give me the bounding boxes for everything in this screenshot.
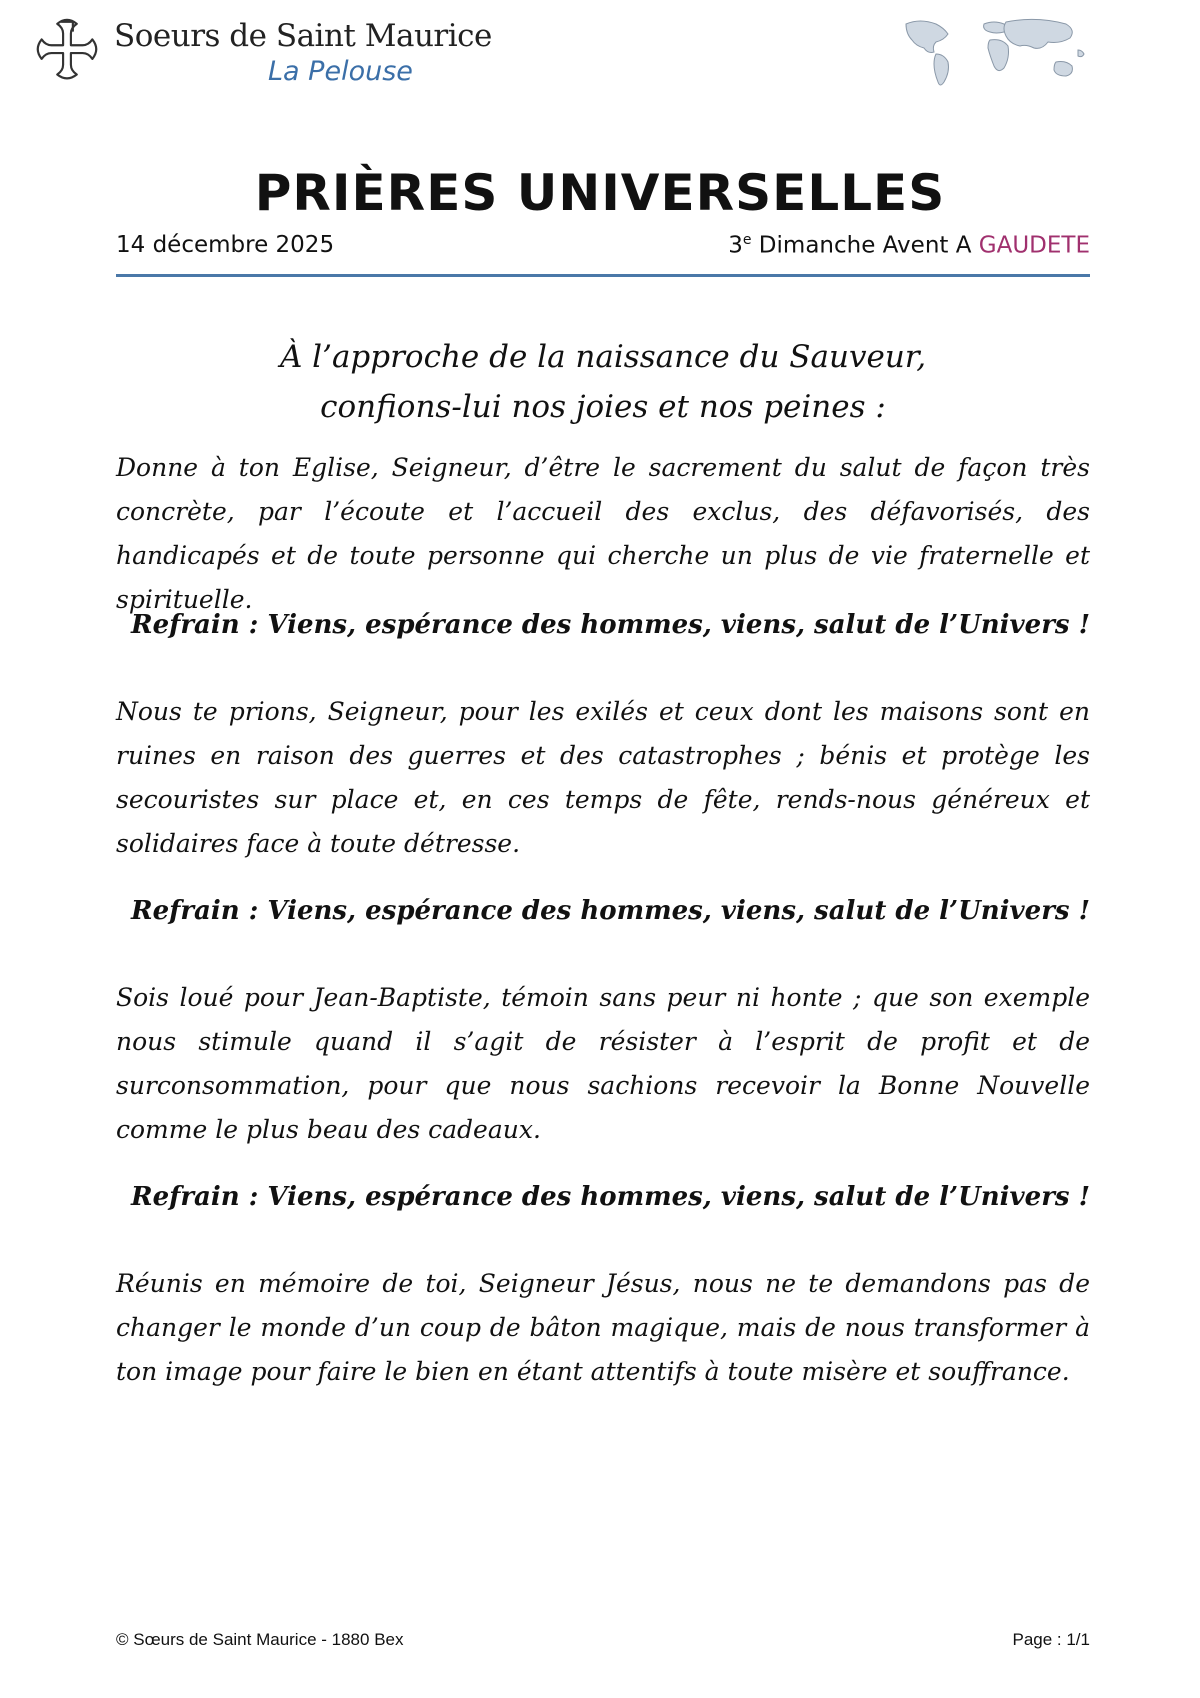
intro-line-2: confions-lui nos joies et nos peines : [320, 389, 886, 425]
liturgy-text: Dimanche Avent A [751, 232, 979, 259]
footer-page-number: Page : 1/1 [1012, 1630, 1090, 1649]
org-subtitle: La Pelouse [268, 56, 413, 87]
liturgy-ordinal: e [742, 232, 752, 248]
refrain-3: Refrain : Viens, espérance des hommes, viens, salut de l’Univers ! [131, 1182, 1090, 1212]
gaudete-label: GAUDETE [978, 232, 1090, 259]
header-divider [116, 274, 1090, 277]
page-title: PRIÈRES UNIVERSELLES [254, 164, 946, 222]
prayer-4: Réunis en mémoire de toi, Seigneur Jésus, nous ne te demandons pas de changer le monde d’un coup de bâton magique, mais de nous transformer à ton image pour faire le bien en étant attentifs à toute misère et souffrance. [116, 1269, 1090, 1386]
liturgy-label [728, 232, 1090, 259]
date-label: 14 décembre 2025 [116, 232, 335, 258]
refrain-2: Refrain : Viens, espérance des hommes, viens, salut de l’Univers ! [131, 896, 1090, 926]
world-map-icon [898, 14, 1094, 94]
prayer-3: Sois loué pour Jean-Baptiste, témoin sans peur ni honte ; que son exemple nous stimule quand il s’agit de résister à l’esprit de profit et de surconsommation, pour que nous sachions recevoir la Bonne Nouvelle comme le plus beau des cadeaux. [116, 983, 1090, 1144]
prayer-2: Nous te prions, Seigneur, pour les exilés et ceux dont les maisons sont en ruines en raison des guerres et des catastrophes ; bénis et protège les secouristes sur place et, en ces temps de fête, rends-nous généreux et solidaires face à toute détresse. [116, 697, 1090, 858]
cross-icon [28, 16, 106, 94]
liturgy-number: 3 [728, 232, 743, 259]
intro-line-1: À l’approche de la naissance du Sauveur, [279, 339, 927, 375]
prayer-1: Donne à ton Eglise, Seigneur, d’être le sacrement du salut de façon très concrète, par l’écoute et l’accueil des exclus, des défavorisés, des handicapés et de toute personne qui cherche un plus de vie fraternelle et spirituelle. [116, 453, 1090, 614]
page-header [0, 0, 1200, 110]
intro-text [116, 332, 1090, 432]
footer-copyright: © Sœurs de Saint Maurice - 1880 Bex [116, 1630, 404, 1649]
refrain-1: Refrain : Viens, espérance des hommes, viens, salut de l’Univers ! [131, 610, 1090, 640]
org-name: Soeurs de Saint Maurice [114, 18, 492, 54]
